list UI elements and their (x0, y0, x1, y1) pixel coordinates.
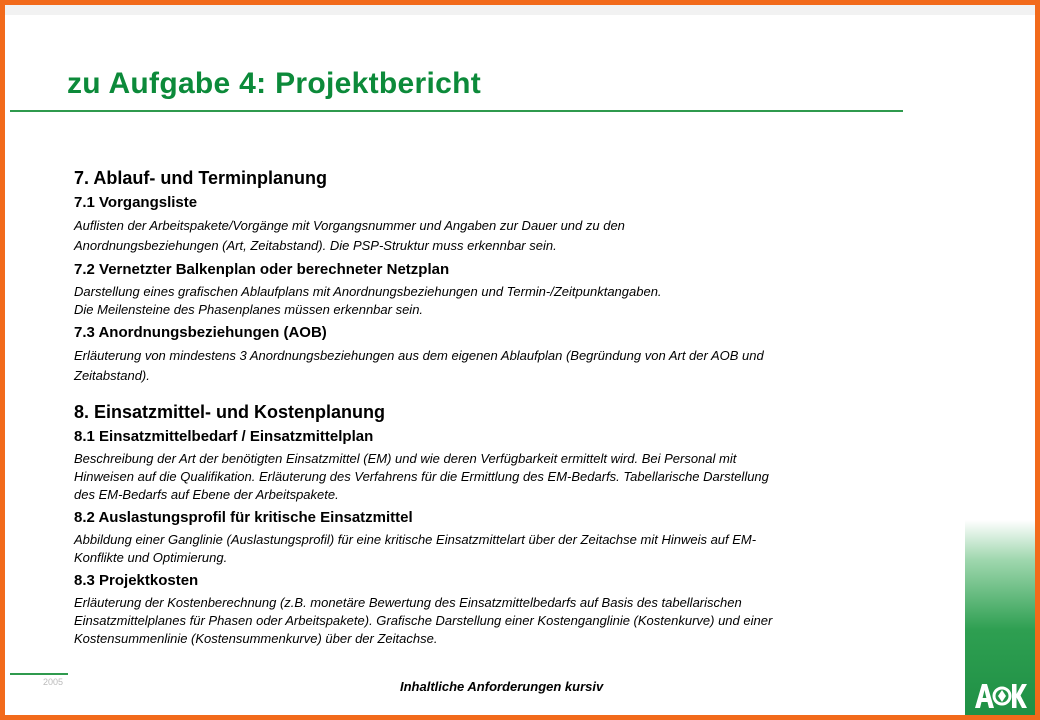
footer-note: Inhaltliche Anforderungen kursiv (400, 679, 604, 694)
section-7-heading: 7. Ablauf- und Terminplanung (74, 168, 327, 188)
item-7-1-desc (74, 216, 944, 256)
item-8-2-heading: 8.2 Auslastungsprofil für kritische Einsatzmittel (74, 509, 413, 526)
aok-logo-icon (973, 678, 1027, 712)
item-7-3-heading: 7.3 Anordnungsbeziehungen (AOB) (74, 324, 327, 341)
item-8-3-desc-line-3: Kostensummenlinie (Kostensummenkurve) über der Zeitachse. (74, 631, 438, 646)
item-8-2-desc-line-2: Konflikte und Optimierung. (74, 550, 228, 565)
slide-title: zu Aufgabe 4: Projektbericht (67, 67, 482, 100)
item-7-2-desc (74, 283, 944, 319)
section-8-heading: 8. Einsatzmittel- und Kostenplanung (74, 402, 386, 422)
item-8-2-desc (74, 531, 944, 567)
item-7-3-desc-line-2: Zeitabstand). (74, 368, 150, 383)
item-8-3-desc-line-1: Erläuterung der Kostenberechnung (z.B. monetäre Bewertung des Einsatzmittelbedarfs auf Basis des tabellarischen (74, 595, 742, 610)
title-underline (10, 110, 903, 112)
item-8-1-desc-line-3: des EM-Bedarfs auf Ebene der Arbeitspakete. (74, 487, 339, 502)
item-7-1-heading: 7.1 Vorgangsliste (74, 194, 198, 211)
top-strip (5, 5, 1035, 15)
footer-rule (10, 673, 68, 675)
item-8-1-desc-line-2: Hinweisen auf die Qualifikation. Erläuterung des Verfahrens für die Ermittlung des EM-Bedarfs. Tabellarische Darstellung (74, 469, 769, 484)
item-7-2-desc-line-2: Die Meilensteine des Phasenplanes müssen erkennbar sein. (74, 302, 424, 317)
item-7-1-desc-line-2: Anordnungsbeziehungen (Art, Zeitabstand). Die PSP-Struktur muss erkennbar sein. (74, 238, 557, 253)
item-8-1-heading: 8.1 Einsatzmittelbedarf / Einsatzmittelplan (74, 428, 374, 445)
footer-date: 2005 (43, 677, 64, 687)
item-8-1-desc-line-1: Beschreibung der Art der benötigten Einsatzmittel (EM) und wie deren Verfügbarkeit ermittelt wird. Bei Personal mit (74, 451, 737, 466)
item-7-3-desc-line-1: Erläuterung von mindestens 3 Anordnungsbeziehungen aus dem eigenen Ablaufplan (Begründung von Art der AOB und (74, 348, 764, 363)
item-8-3-heading: 8.3 Projektkosten (74, 572, 199, 589)
item-7-1-desc-line-1: Auflisten der Arbeitspakete/Vorgänge mit Vorgangsnummer und Angaben zur Dauer und zu den (74, 218, 625, 233)
item-7-2-heading: 7.2 Vernetzter Balkenplan oder berechneter Netzplan (74, 261, 450, 278)
slide-content (74, 168, 944, 648)
item-8-3-desc (74, 594, 944, 648)
item-8-2-desc-line-1: Abbildung einer Ganglinie (Auslastungsprofil) für eine kritische Einsatzmittelart über der Zeitachse mit Hinweis auf EM- (74, 532, 757, 547)
item-7-2-desc-line-1: Darstellung eines grafischen Ablaufplans mit Anordnungsbeziehungen und Termin-/Zeitpunktangaben. (74, 284, 662, 299)
item-8-3-desc-line-2: Einsatzmittelplanes für Phasen oder Arbeitspakete). Grafische Darstellung einer Kostenganglinie (Kostenkurve) und einer (74, 613, 773, 628)
item-7-3-desc (74, 346, 944, 386)
brand-gradient-panel (965, 520, 1035, 720)
item-8-1-desc (74, 450, 944, 504)
section-gap (74, 386, 944, 402)
